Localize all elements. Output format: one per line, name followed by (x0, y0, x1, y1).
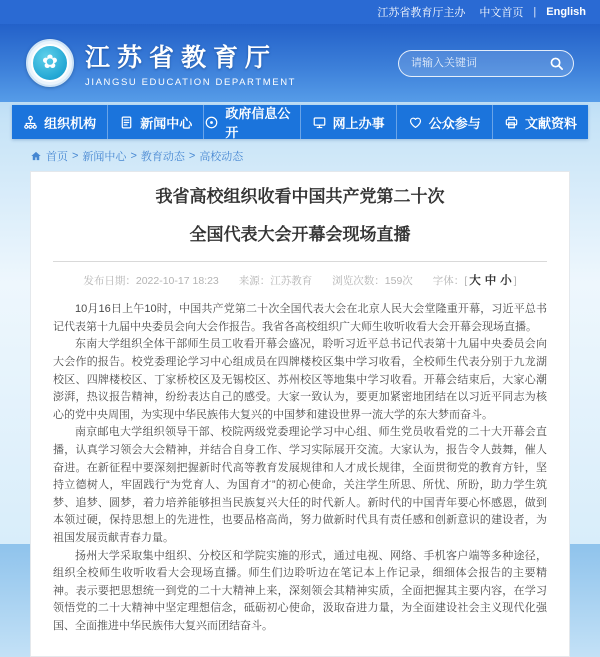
breadcrumb-news-center[interactable]: 新闻中心 (82, 151, 127, 163)
site-name-en: JIANGSU EDUCATION DEPARTMENT (85, 77, 297, 88)
top-link-english[interactable]: English (546, 6, 586, 18)
nav-label: 新闻中心 (140, 115, 193, 131)
breadcrumb-home[interactable]: 首页 (46, 151, 68, 163)
article-paragraph: 南京邮电大学组织领导干部、校院两级党委理论学习中心组、师生党员收看党的二十大开幕会直播，认真学习领会大会精神，并结合自身工作、学习实际展开交流。大家认为，报告令人鼓舞，催人奋进。在新征程中要深刻把握新时代高等教育发展规律和人才成长规律，全面贯彻党的教育方针，坚持立德树人，牢固践行“为党育人、为国育才”的初心使命，关注学生所思、所忧、所盼，助力学生筑梦、追梦、圆梦，着力培养能够担当民族复兴大任的时代新人。新时代的中国青年要心怀感恩，做到本领过硬，保持思想上的先进性，也要品格高尚，努力做新时代具有责任感和创新意识的建设者，为祖国发展贡献青春力量。 (53, 426, 547, 544)
home-icon (30, 150, 42, 162)
nav-item-gov-info[interactable] (204, 105, 300, 139)
nav-label: 文献资料 (524, 115, 577, 131)
font-size-control (433, 272, 517, 288)
article-paragraph: 10月16日上午10时，中国共产党第二十次全国代表大会在北京人民大会堂隆重开幕，习近平总书记代表第十九届中央委员会向大会作报告。我省各高校组织广大师生收听收看大会开幕会现场直播。 (53, 303, 547, 333)
article-title-line2: 全国代表大会开幕会现场直播 (189, 224, 411, 244)
bracket-close: ] (513, 275, 517, 288)
font-size-small-button[interactable]: 小 (500, 275, 512, 288)
font-size-large-button[interactable]: 大 (469, 275, 481, 288)
breadcrumb-separator: > (130, 150, 137, 162)
article-paragraph: 东南大学组织全体干部师生员工收看开幕会盛况，聆听习近平总书记代表第十九届中央委员会向大会作的报告。校党委理论学习中心组成员在四牌楼校区集中学习收看，全校师生代表分别于九龙湖校区、四牌楼校区、丁家桥校区及无锡校区、苏州校区等地集中学习收看。开幕会结束后，大家心潮澎湃，热议报告精神，纷纷表达自己的感受。大家一致认为，要更加紧密地团结在以习近平同志为核心的党中央周围，为实现中华民族伟大复兴的中国梦和建设世界一流大学的东大梦而奋斗。 (53, 338, 547, 421)
article-source: 来源：江苏教育 (238, 274, 313, 287)
search-input[interactable] (411, 57, 549, 69)
nav-item-news-center[interactable] (108, 105, 204, 139)
sitemap-icon (23, 115, 38, 130)
news-icon (119, 115, 134, 130)
nav-item-documents[interactable] (493, 105, 588, 139)
top-bar-separator: | (533, 6, 537, 18)
breadcrumb (30, 148, 600, 164)
nav-label: 组织机构 (44, 115, 97, 131)
breadcrumb-separator: > (188, 150, 196, 162)
breadcrumb-separator: > (72, 150, 79, 162)
printer-icon (504, 115, 519, 130)
nav-label: 政府信息公开 (225, 106, 291, 140)
publish-date: 发布日期：2022-10-17 18:23 (83, 274, 219, 287)
article-meta (53, 272, 547, 288)
breadcrumb-university-news[interactable]: 高校动态 (199, 151, 244, 163)
top-link-host[interactable]: 江苏省教育厅主办 (377, 7, 466, 19)
breadcrumb-education-news[interactable]: 教育动态 (140, 151, 185, 163)
nav-item-organization[interactable] (12, 105, 108, 139)
nav-label: 网上办事 (332, 115, 385, 131)
site-header (0, 24, 600, 102)
brand-text (85, 38, 296, 88)
article-title-line1: 我省高校组织收看中国共产党第二十次 (155, 187, 445, 206)
view-count: 浏览次数：159次 (332, 274, 413, 287)
monitor-icon (312, 115, 327, 130)
info-disc-icon (204, 115, 219, 130)
article-paragraph: 扬州大学采取集中组织、分校区和学院实施的形式，通过电视、网络、手机客户端等多种途径，组织全校师生收听收看大会现场直播。师生们边聆听边在笔记本上作记录，细细体会报告的主要精神。表示要把思想统一到党的二十大精神上来，深刻领会其精神实质，全面把握其主要内容，在学习领悟党的二十大精神中坚定理想信念，砥砺初心使命，汲取奋进力量，为全面建设社会主义现代化强国、全面推进中华民族伟大复兴而团结奋斗。 (53, 549, 547, 632)
site-name: 江苏省教育厅 (85, 44, 278, 72)
main-nav (12, 105, 588, 139)
article-card (30, 171, 570, 657)
search-box[interactable] (398, 50, 574, 77)
bracket-open: [ (464, 275, 468, 288)
nav-label: 公众参与 (428, 115, 481, 131)
top-link-chinese-home[interactable]: 中文首页 (479, 7, 524, 19)
title-divider (53, 261, 547, 262)
heart-icon (408, 115, 423, 130)
site-brand[interactable] (26, 38, 296, 88)
article-body (53, 301, 547, 635)
font-size-label: 字体： (432, 275, 465, 288)
top-bar (0, 0, 600, 24)
site-logo-icon (26, 39, 74, 87)
search-icon[interactable] (549, 56, 564, 71)
nav-item-public-participation[interactable] (397, 105, 493, 139)
lotus-emblem-icon: ✿ (31, 44, 69, 82)
nav-item-online-services[interactable] (301, 105, 397, 139)
font-size-medium-button[interactable]: 中 (484, 275, 497, 288)
